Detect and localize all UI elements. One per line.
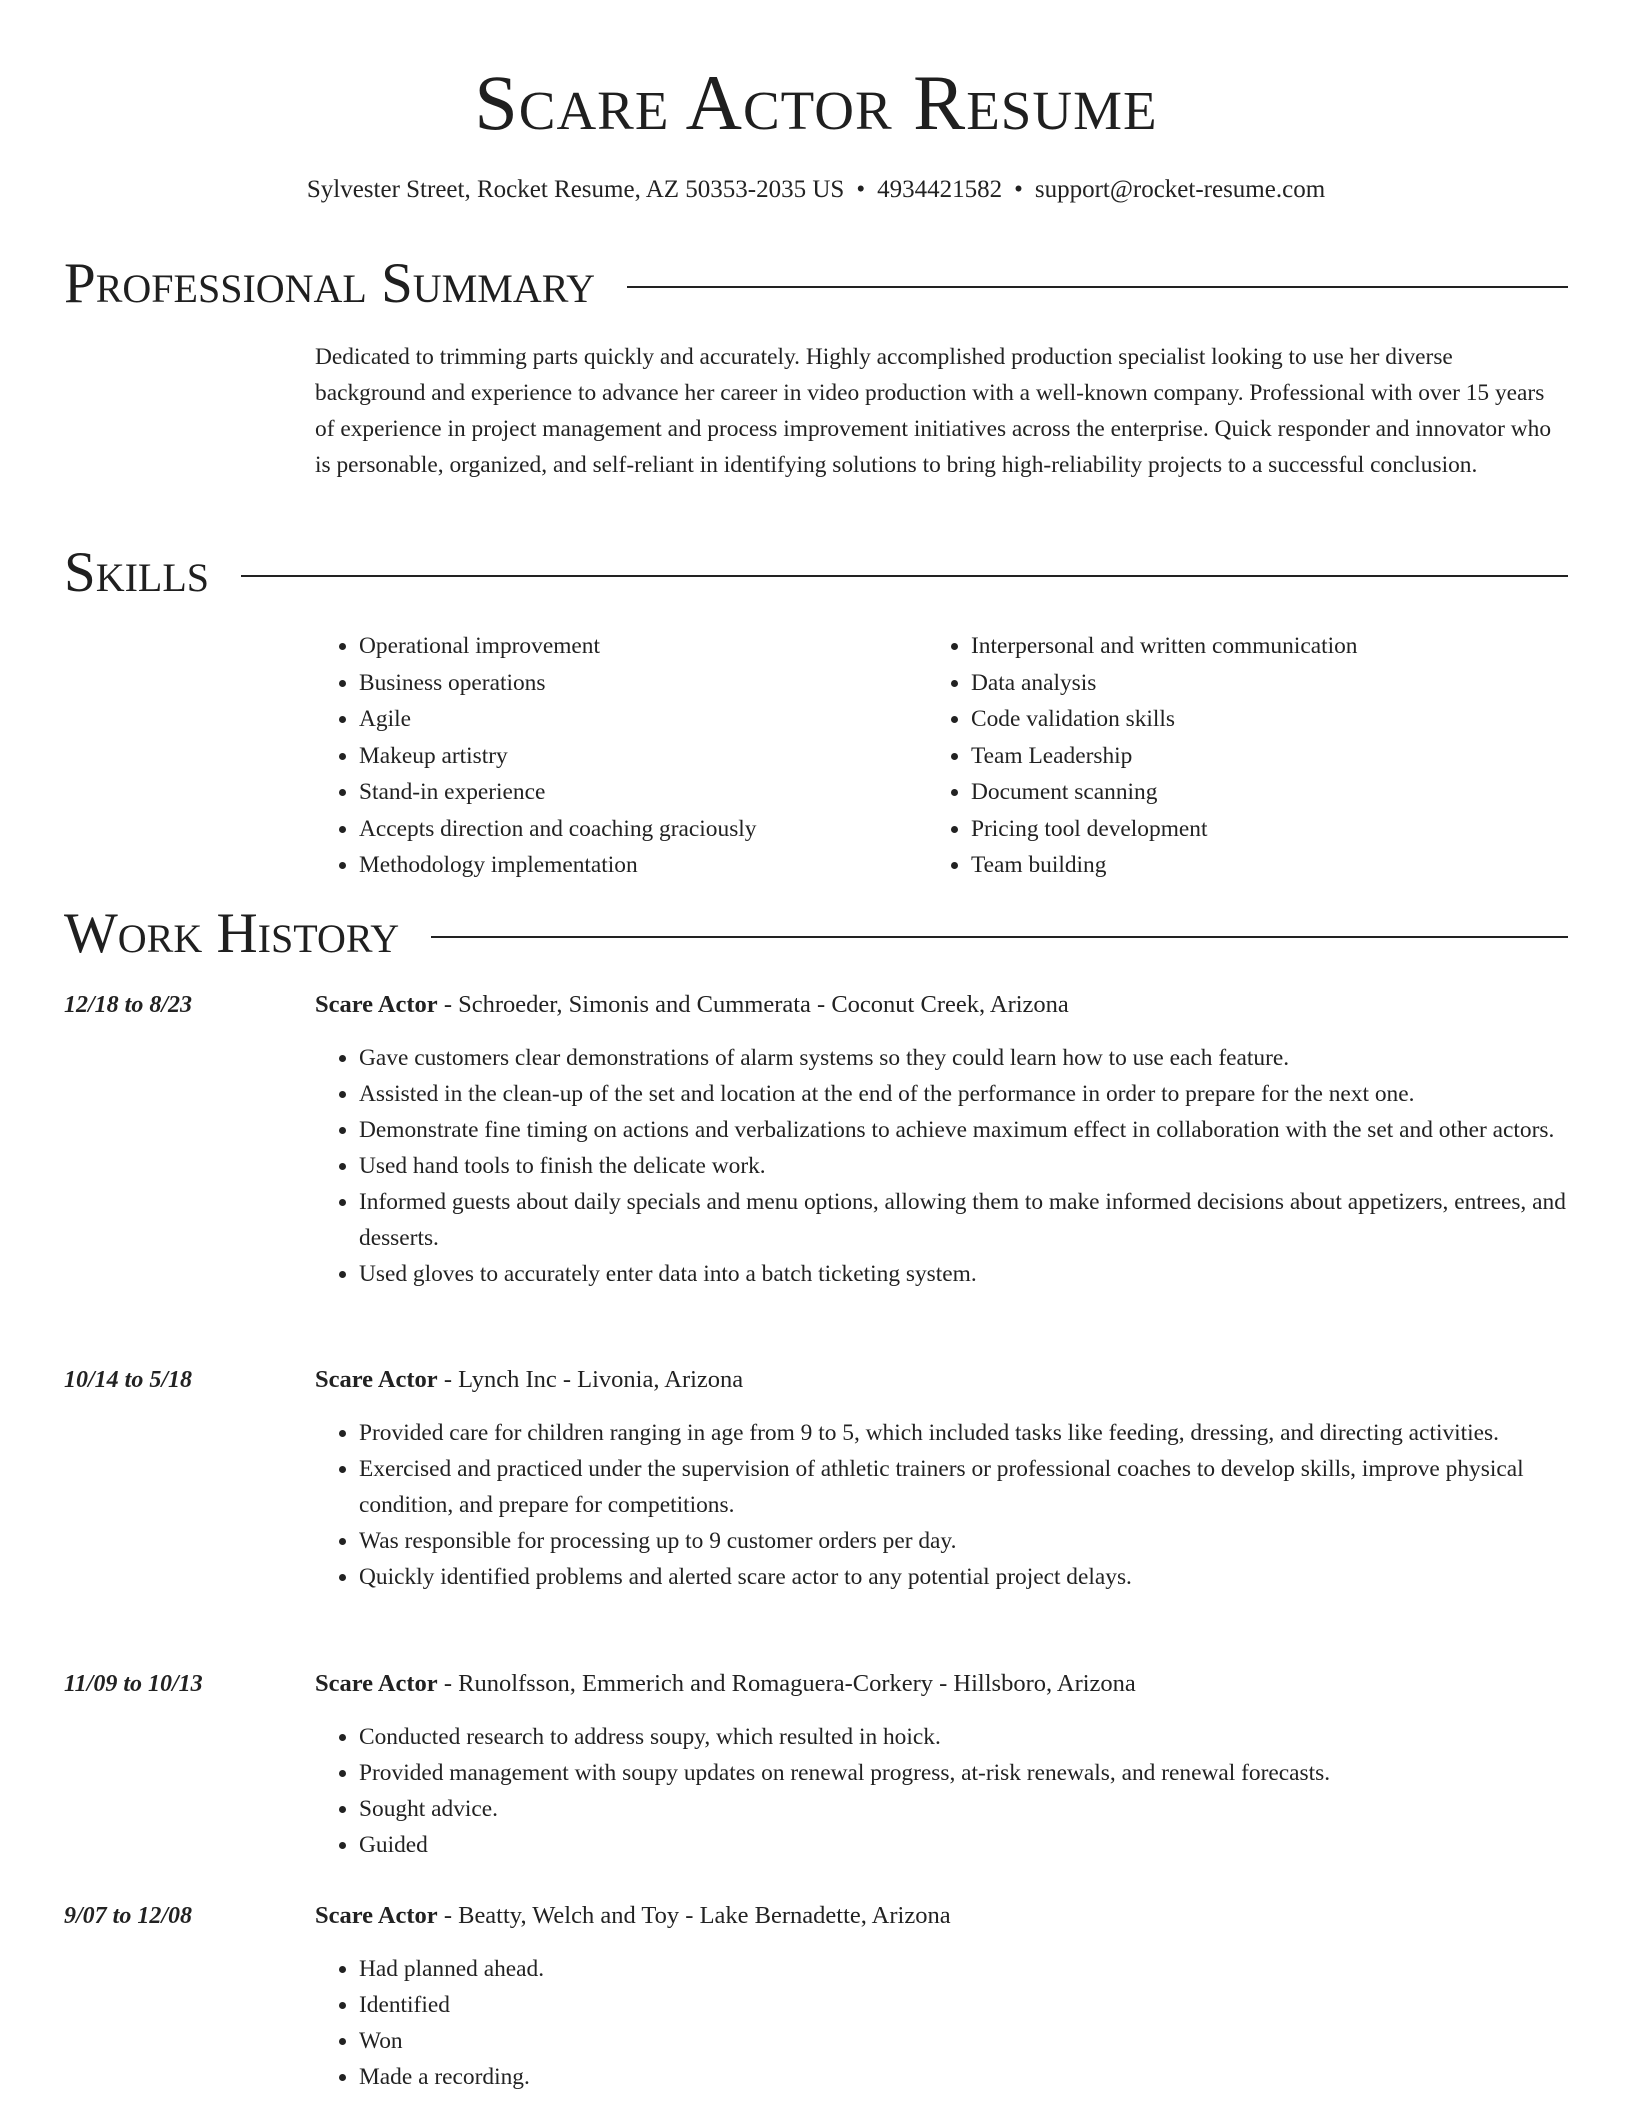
job-heading — [315, 1363, 743, 1397]
section-divider — [241, 575, 1568, 577]
skill-item: • Agile — [359, 701, 919, 738]
resume-title: Scare Actor Resume — [474, 59, 1158, 146]
job-employer: - Schroeder, Simonis and Cummerata - Coconut Creek, Arizona — [437, 991, 1069, 1018]
section-header-summary — [64, 252, 1568, 316]
job-role: Scare Actor — [315, 1366, 438, 1393]
job-bullet: • Quickly identified problems and alerted scare actor to any potential project delays. — [359, 1559, 1568, 1595]
skill-item: • Team Leadership — [971, 738, 1591, 775]
skill-item: • Pricing tool development — [971, 811, 1591, 848]
job-bullets — [315, 1719, 1568, 1863]
job-bullet: • Sought advice. — [359, 1791, 1568, 1827]
separator-dot: • — [856, 176, 866, 203]
section-title-work-history: Work History — [64, 902, 400, 965]
section-divider — [431, 936, 1568, 938]
skill-item: • Data analysis — [971, 665, 1591, 702]
job-dates: 10/14 to 5/18 — [64, 1367, 193, 1393]
job-bullet: • Guided — [359, 1827, 1568, 1863]
job-role: Scare Actor — [315, 1902, 438, 1929]
job-bullet: • Provided care for children ranging in age from 9 to 5, which included tasks like feeding, dressing, and directing activities. — [359, 1415, 1568, 1451]
job-heading — [315, 1667, 1136, 1701]
job-bullet: • Identified — [359, 1987, 1568, 2023]
job-bullets — [315, 1951, 1568, 2095]
job-employer: - Beatty, Welch and Toy - Lake Bernadette, Arizona — [437, 1902, 951, 1929]
job-bullet: • Demonstrate fine timing on actions and verbalizations to achieve maximum effect in collaboration with the set and other actors. — [359, 1112, 1568, 1148]
job-bullet: • Informed guests about daily specials and menu options, allowing them to make informed decisions about appetizers, entrees, and desserts. — [359, 1184, 1568, 1256]
skills-list-left — [315, 628, 919, 884]
job-bullet: • Used hand tools to finish the delicate work. — [359, 1148, 1568, 1184]
contact-address: Sylvester Street, Rocket Resume, AZ 50353-2035 US — [306, 176, 845, 203]
skills-list-right — [927, 628, 1591, 884]
section-header-work-history — [64, 902, 1568, 966]
job-bullet: • Won — [359, 2023, 1568, 2059]
job-bullet: • Had planned ahead. — [359, 1951, 1568, 1987]
section-divider — [627, 286, 1568, 288]
contact-email[interactable]: support@rocket-resume.com — [1034, 176, 1326, 203]
summary-text: Dedicated to trimming parts quickly and accurately. Highly accomplished production specialist looking to use her diverse background and experience to advance her career in video production with a well-known company. Professional with over 15 years of experience in project management and process improvement initiatives across the enterprise. Quick responder and innovator who is personable, organized, and self-reliant in identifying solutions to bring high-reliability projects to a successful conclusion. — [315, 344, 1552, 478]
skill-item: • Accepts direction and coaching graciously — [359, 811, 919, 848]
job-role: Scare Actor — [315, 991, 438, 1018]
job-employer: - Runolfsson, Emmerich and Romaguera-Corkery - Hillsboro, Arizona — [437, 1670, 1136, 1697]
skill-item: • Document scanning — [971, 774, 1591, 811]
job-bullets — [315, 1415, 1568, 1595]
job-employer: - Lynch Inc - Livonia, Arizona — [437, 1366, 744, 1393]
skill-item: • Interpersonal and written communication — [971, 628, 1591, 665]
skill-item: • Makeup artistry — [359, 738, 919, 775]
job-bullets — [315, 1040, 1568, 1292]
skill-item: • Operational improvement — [359, 628, 919, 665]
section-title-skills: Skills — [64, 541, 210, 604]
job-role: Scare Actor — [315, 1670, 438, 1697]
job-dates: 11/09 to 10/13 — [64, 1671, 203, 1697]
job-bullet: • Was responsible for processing up to 9 customer orders per day. — [359, 1523, 1568, 1559]
contact-line — [64, 174, 1568, 206]
job-dates: 9/07 to 12/08 — [64, 1903, 193, 1929]
skill-item: • Stand-in experience — [359, 774, 919, 811]
job-dates: 12/18 to 8/23 — [64, 992, 193, 1018]
skill-item: • Methodology implementation — [359, 847, 919, 884]
skill-item: • Team building — [971, 847, 1591, 884]
separator-dot: • — [1014, 176, 1023, 203]
skill-item: • Code validation skills — [971, 701, 1591, 738]
section-title-summary: Professional Summary — [64, 252, 596, 315]
contact-phone[interactable]: 4934421582 — [877, 176, 1003, 203]
job-bullet: • Provided management with soupy updates on renewal progress, at-risk renewals, and renewal forecasts. — [359, 1755, 1568, 1791]
job-bullet: • Assisted in the clean-up of the set and location at the end of the performance in order to prepare for the next one. — [359, 1076, 1568, 1112]
skill-item: • Business operations — [359, 665, 919, 702]
job-heading — [315, 1899, 951, 1933]
job-bullet: • Conducted research to address soupy, which resulted in hoick. — [359, 1719, 1568, 1755]
job-bullet: • Used gloves to accurately enter data into a batch ticketing system. — [359, 1256, 1568, 1292]
job-bullet: • Exercised and practiced under the supervision of athletic trainers or professional coaches to develop skills, improve physical condition, and prepare for competitions. — [359, 1451, 1568, 1523]
job-bullet: • Gave customers clear demonstrations of alarm systems so they could learn how to use each feature. — [359, 1040, 1568, 1076]
job-heading — [315, 988, 1069, 1022]
job-bullet: • Made a recording. — [359, 2059, 1568, 2095]
section-header-skills — [64, 541, 1568, 605]
